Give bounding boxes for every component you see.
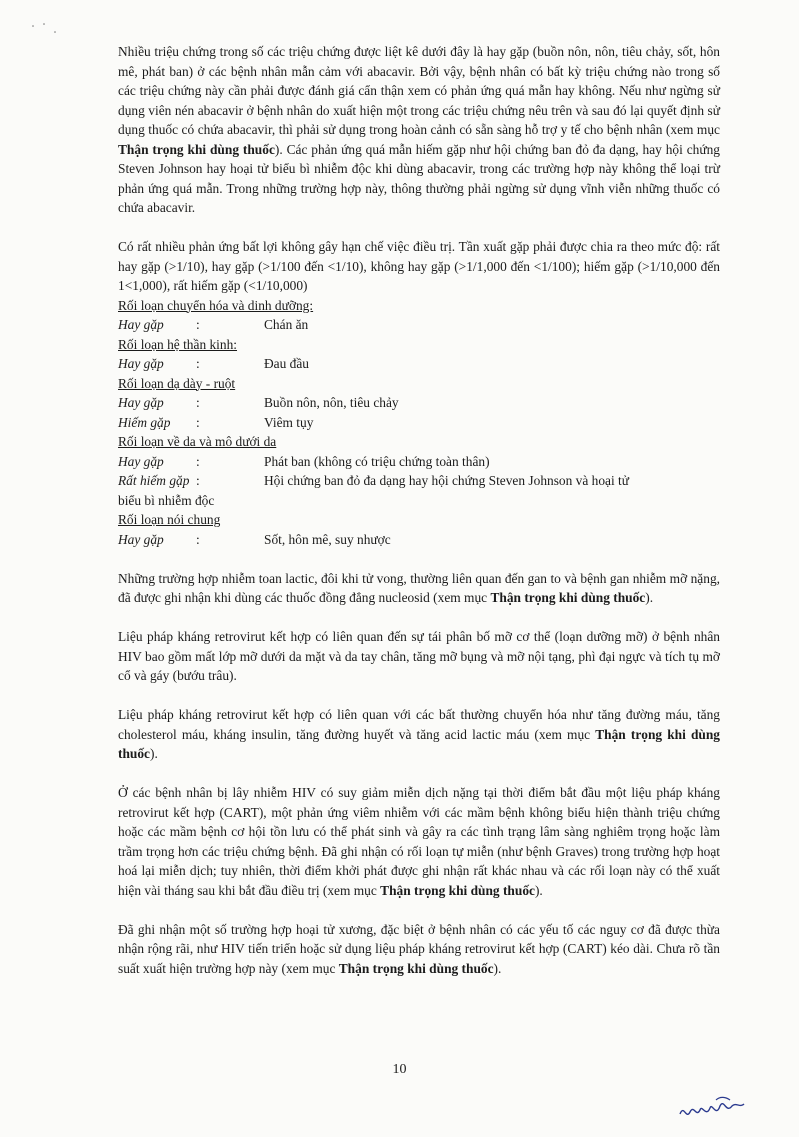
section-gastro bbox=[118, 374, 720, 433]
section-title: Rối loạn hệ thần kinh: bbox=[118, 336, 238, 352]
document-body bbox=[118, 42, 720, 978]
paragraph-lipodystrophy: Liệu pháp kháng retrovirut kết hợp có liên quan đến sự tái phân bố mỡ cơ thể (loạn dưỡng mỡ) ở bệnh nhân HIV bao gồm mất lớp mỡ dưới da mặt và da tay chân, tăng mỡ bụng và mỡ nội tạng, phì đại ngực và tích tụ mỡ cổ và gáy (bướu trâu). bbox=[118, 629, 720, 683]
paragraph-metabolic: Liệu pháp kháng retrovirut kết hợp có liên quan với các bất thường chuyển hóa như tăng đường máu, tăng cholesterol máu, kháng insulin, tăng đường huyết và tăng acid lactic máu (xem mục Thận trọng khi dùng thuốc). bbox=[118, 707, 720, 761]
section-title: Rối loạn chuyển hóa và dinh dưỡng: bbox=[118, 297, 314, 313]
effect-row: Rất hiếm gặp : Hội chứng ban đỏ đa dạng hay hội chứng Steven Johnson và hoại tử bbox=[118, 473, 630, 488]
effect-row: Hay gặp : Sốt, hôn mê, suy nhược bbox=[118, 531, 391, 547]
effect-continuation: biểu bì nhiễm độc bbox=[118, 492, 215, 508]
scan-speckles bbox=[30, 22, 70, 47]
section-title: Rối loạn dạ dày - ruột bbox=[118, 375, 236, 391]
section-general bbox=[118, 510, 720, 549]
section-title: Rối loạn về da và mô dưới da bbox=[118, 434, 277, 449]
effect-row: Hay gặp : Đau đầu bbox=[118, 356, 309, 371]
page-number: 10 bbox=[392, 1062, 407, 1077]
paragraph-frequency: Có rất nhiều phản ứng bất lợi không gây hạn chế việc điều trị. Tần xuất gặp phải được chia ra theo mức độ: rất hay gặp (>1/10), hay gặp (>1/100 đến <1/10), không hay gặp (>1/1,000 đến <1/100); hiếm gặp (>1/10,000 đến 1<1,000), rất hiếm gặp (<1/10,000) bbox=[118, 239, 720, 293]
effect-row: Hay gặp : Buồn nôn, nôn, tiêu chảy bbox=[118, 395, 399, 410]
handwritten-signature bbox=[676, 1094, 748, 1129]
paragraph-hypersensitivity: Nhiều triệu chứng trong số các triệu chứng được liệt kê dưới đây là hay gặp (buồn nôn, nôn, tiêu chảy, sốt, hôn mê, phát ban) ở các bệnh nhân mẫn cảm với abacavir. Bởi vậy, bệnh nhân có bất kỳ triệu chứng nào trong số các triệu chứng này cần phải được đánh giá cẩn thận xem có phản ứng quá mẫn hay không. Nếu như ngừng sử dụng viên nén abacavir ở bệnh nhân do xuất hiện một trong các triệu chứng nêu trên và sau đó lại quyết định sử dụng thuốc có chứa abacavir, thì phải sử dụng trong hoàn cảnh có sẵn sàng hỗ trợ y tế cho bệnh nhân (xem mục Thận trọng khi dùng thuốc). Các phản ứng quá mẫn hiếm gặp như hội chứng ban đỏ đa dạng, hay hội chứng Steven Johnson hay hoại tử biểu bì nhiễm độc khi dùng abacavir, trong các trường hợp này không thể loại trừ phản ứng quá mẫn. Trong những trường hợp này, thông thường phải ngừng sử dụng vĩnh viễn những thuốc có chứa abacavir. bbox=[118, 44, 720, 215]
paragraph-immune-reconstitution: Ở các bệnh nhân bị lây nhiễm HIV có suy giảm miễn dịch nặng tại thời điểm bắt đầu một liệu pháp kháng retrovirut kết hợp (CART), một phản ứng viêm nhiễm với các mầm bệnh không biểu hiện thành triệu chứng hoặc các mầm bệnh cơ hội tồn lưu có thể phát sinh và gây ra các tình trạng lâm sàng nghiêm trọng hoặc làm trầm trọng hơn các triệu chứng bệnh. Đã ghi nhận có rối loạn tự miễn (như bệnh Graves) trong trường hợp hoạt hoá lại miễn dịch; tuy nhiên, thời điểm khởi phát được ghi nhận rất khác nhau và các rối loạn này có thể xuất hiện vài tháng sau khi bắt đầu điều trị (xem mục Thận trọng khi dùng thuốc). bbox=[118, 785, 720, 898]
paragraph-lactic-acidosis: Những trường hợp nhiễm toan lactic, đôi khi tử vong, thường liên quan đến gan to và bệnh gan nhiễm mỡ nặng, đã được ghi nhận khi dùng các thuốc đồng đẳng nucleosid (xem mục Thận trọng khi dùng thuốc). bbox=[118, 570, 720, 605]
effect-row: Hiếm gặp : Viêm tụy bbox=[118, 414, 314, 430]
section-nervous bbox=[118, 335, 720, 374]
section-skin bbox=[118, 432, 720, 510]
effect-row: Hay gặp : Phát ban (không có triệu chứng toàn thân) bbox=[118, 453, 490, 469]
section-title: Rối loạn nói chung bbox=[118, 512, 221, 527]
section-metabolism bbox=[118, 296, 720, 335]
effect-row: Hay gặp : Chán ăn bbox=[118, 317, 309, 332]
paragraph-osteonecrosis: Đã ghi nhận một số trường hợp hoại tử xương, đặc biệt ở bệnh nhân có các yếu tố các nguy cơ đã được thừa nhận rộng rãi, như HIV tiến triển hoặc sử dụng liệu pháp kháng retrovirut kết hợp (CART) kéo dài. Chưa rõ tần suất xuất hiện trường hợp này (xem mục Thận trọng khi dùng thuốc). bbox=[118, 921, 720, 976]
